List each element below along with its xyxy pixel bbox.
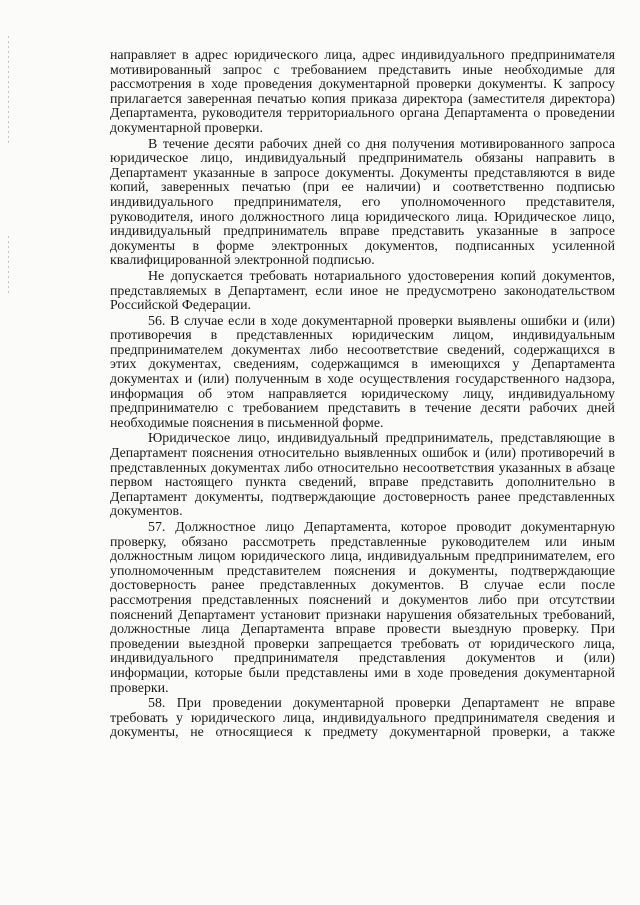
text-line: Департамента, руководителя территориального органа Департамента о проведении	[110, 106, 615, 122]
text-line: юридическое лицо, индивидуальный предприниматель обязаны направить в	[110, 151, 615, 167]
text-line: необходимые пояснения в письменной форме.	[110, 415, 384, 431]
text-line: рассмотрения в ходе проведения документарной проверки документы. К запросу	[110, 77, 615, 93]
text-line: Российской Федерации.	[110, 298, 252, 314]
text-line: индивидуальный предприниматель вправе представить указанные в запросе	[110, 224, 615, 240]
text-line: копий, заверенных печатью (при ее наличии) и соответственно подписью	[110, 180, 615, 196]
paragraph	[110, 432, 615, 520]
text-line: направляет в адрес юридического лица, адрес индивидуального предпринимателя	[110, 48, 615, 63]
text-line: Департамент документы, подтверждающие достоверность ранее представленных	[110, 489, 615, 505]
text-line: информация об этом направляется юридическому лицу, индивидуальному	[110, 386, 615, 402]
text-line: рассмотрения представленных пояснений и документов либо при отсутствии	[110, 592, 615, 608]
text-line: предпринимателю с требованием представить в течение десяти рабочих дней	[110, 401, 615, 417]
text-line: документы, не относящиеся к предмету документарной проверки, а также	[110, 725, 615, 741]
text-line: проверку, обязано рассмотреть представленные руководителем или иным	[110, 534, 615, 550]
paragraph-57	[110, 521, 615, 696]
text-line: 57. Должностное лицо Департамента, которое проводит документарную	[148, 520, 615, 535]
text-line: первом настоящего пункта сведений, вправе представить дополнительно в	[110, 475, 615, 491]
text-line: мотивированный запрос с требованием представить иные необходимые для	[110, 62, 615, 78]
text-line: документарной проверки.	[110, 120, 263, 136]
text-line: руководителя, иного должностного лица юридического лица. Юридическое лицо,	[110, 209, 615, 225]
text-line: прилагается заверенная печатью копия приказа директора (заместителя директора)	[110, 91, 615, 107]
text-line: документах и (или) полученным в ходе осуществления государственного надзора,	[110, 372, 615, 388]
text-line: проведении выездной проверки запрещается требовать от юридического лица,	[110, 636, 615, 652]
document-body	[110, 49, 615, 742]
text-line: Юридическое лицо, индивидуальный предприниматель, представляющие в	[148, 431, 615, 447]
text-line: этих документах, сведениям, содержащимся в имеющихся у Департамента	[110, 357, 615, 373]
paragraph-58	[110, 697, 615, 741]
paragraph-56	[110, 315, 615, 432]
paragraph	[110, 49, 615, 137]
text-line: представляемых в Департамент, если иное не предусмотрено законодательством	[110, 283, 615, 299]
text-line: Департамент пояснения относительно выявленных ошибок и (или) противоречий в	[110, 446, 615, 462]
text-line: требовать у юридического лица, индивидуального предпринимателя сведения и	[110, 710, 615, 726]
text-line: информации, которые были представлены ими в ходе проведения документарной	[110, 665, 615, 681]
text-line: квалифицированной электронной подписью.	[110, 253, 375, 269]
text-line: 58. При проведении документарной проверки Департамент не вправе	[148, 696, 615, 712]
paragraph	[110, 138, 615, 269]
text-line: В течение десяти рабочих дней со дня получения мотивированного запроса	[148, 136, 615, 152]
text-line: должностным лицом юридического лица, индивидуальным предпринимателем, его	[110, 549, 615, 565]
text-line: пояснений Департамент установит признаки нарушения обязательных требований,	[110, 607, 615, 623]
text-line: достоверность ранее представленных документов. В случае если после	[110, 578, 615, 594]
scan-margin-mark	[8, 36, 9, 146]
text-line: уполномоченным представителем пояснения и документы, подтверждающие	[110, 563, 615, 579]
text-line: 56. В случае если в ходе документарной проверки выявлены ошибки и (или)	[148, 313, 615, 329]
text-line: предпринимателем документах либо несоответствие сведений, содержащихся в	[110, 342, 615, 358]
text-line: должностные лица Департамента вправе провести выездную проверку. При	[110, 622, 615, 638]
text-line: представленных документах либо относительно несоответствия указанных в абзаце	[110, 460, 615, 476]
text-line: Департамент указанные в запросе документы. Документы представляются в виде	[110, 165, 615, 181]
text-line: индивидуального предпринимателя представления документов и (или)	[110, 651, 615, 667]
text-line: документов.	[110, 504, 183, 520]
text-line: противоречия в представленных юридическим лицом, индивидуальным	[110, 328, 615, 344]
text-line: документы в форме электронных документов, подписанных усиленной	[110, 238, 615, 254]
text-line: проверки.	[110, 680, 169, 696]
text-line: индивидуального предпринимателя, его уполномоченного представителя,	[110, 194, 615, 210]
text-line: Не допускается требовать нотариального удостоверения копий документов,	[148, 268, 615, 284]
scan-margin-mark	[8, 236, 9, 296]
paragraph	[110, 270, 615, 314]
